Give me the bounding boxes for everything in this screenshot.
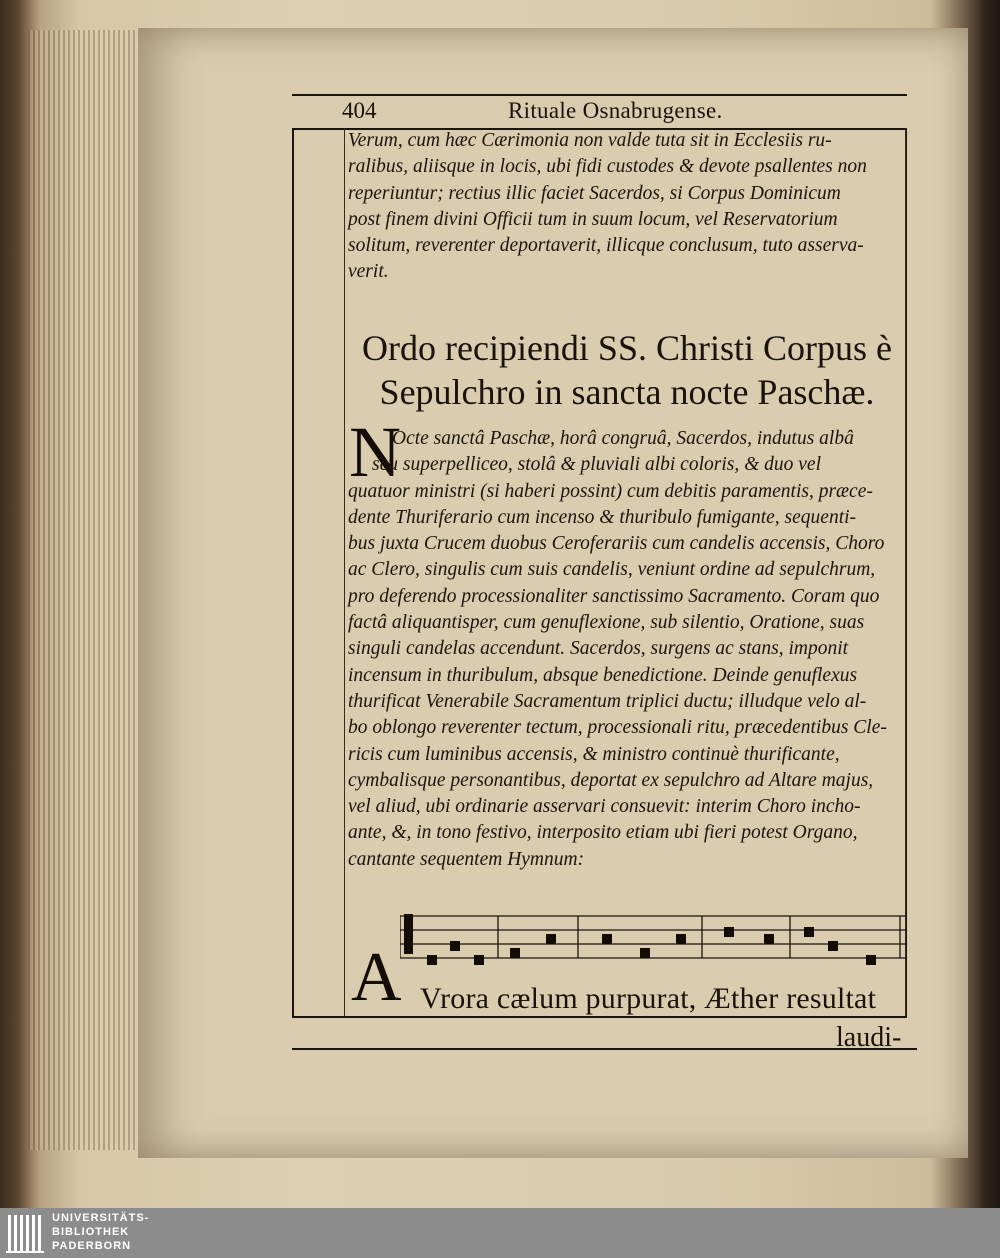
footer-bar <box>0 1208 1000 1258</box>
header-rule <box>292 94 907 96</box>
section-heading <box>348 326 906 414</box>
text-line: seu superpelliceo, stolâ & pluviali albi coloris, & duo vel <box>372 454 821 476</box>
text-line: ac Clero, singulis cum suis candelis, veniunt ordine ad sepulchrum, <box>348 559 876 581</box>
text-line: quatuor ministri (si haberi possint) cum debitis paramentis, præce- <box>348 480 873 502</box>
heading-line-2: Sepulchro in sancta nocte Paschæ. <box>379 372 875 412</box>
text-line: cantante sequentem Hymnum: <box>348 848 585 870</box>
running-title: Rituale Osnabrugense. <box>508 98 723 123</box>
text-line: factâ aliquantisper, cum genuflexione, sub silentio, Oratione, suas <box>348 612 865 634</box>
text-line: bus juxta Crucem duobus Ceroferariis cum candelis accensis, Choro <box>348 533 885 555</box>
library-name-line-3: PADERBORN <box>52 1240 132 1252</box>
text-line: reperiuntur; rectius illic faciet Sacerdos, si Corpus Dominicum <box>348 182 841 204</box>
text-line: incensum in thuribulum, absque benedictione. Deinde genuflexus <box>348 664 858 686</box>
text-line: ralibus, aliisque in locis, ubi fidi custodes & devote psallentes non <box>348 156 867 178</box>
drop-cap: N <box>349 412 401 492</box>
text-line: bo oblongo reverenter tectum, processionali ritu, præcedentibus Cle- <box>348 717 887 739</box>
library-name-line-2: BIBLIOTHEK <box>52 1226 130 1238</box>
hymn-text: Vrora cælum purpurat, Æther resultat <box>420 982 877 1015</box>
text-line: solitum, reverenter deportaverit, illicque conclusum, tuto asserva- <box>348 235 864 257</box>
text-line: verit. <box>348 261 389 283</box>
neumes <box>404 914 876 965</box>
text-line: ricis cum luminibus accensis, & ministro continuè thurificante, <box>348 743 840 765</box>
library-logo-icon <box>6 1211 46 1255</box>
page-number: 404 <box>342 98 377 123</box>
text-line: vel aliud, ubi ordinarie asservari consuevit: interim Choro incho- <box>348 796 861 818</box>
hymn-initial: A <box>351 939 402 1016</box>
text-line: cymbalisque personantibus, deportat ex sepulchro ad Altare majus, <box>348 769 874 791</box>
text-line: singuli candelas accendunt. Sacerdos, surgens ac stans, imponit <box>348 638 849 660</box>
catchword: laudi- <box>836 1022 902 1053</box>
text-line: ante, &, in tono festivo, interposito etiam ubi fieri potest Organo, <box>348 822 858 844</box>
bottom-rule <box>292 1048 917 1050</box>
text-line: thurificat Venerabile Sacramentum triplici ductu; illudque velo al- <box>348 690 867 712</box>
text-line: Octe sanctâ Paschæ, horâ congruâ, Sacerdos, indutus albâ <box>392 428 854 449</box>
page-edges <box>28 30 138 1150</box>
music-staff <box>400 910 906 972</box>
text-line: Verum, cum hæc Cærimonia non valde tuta sit in Ecclesiis ru- <box>348 130 832 151</box>
heading-line-1: Ordo recipiendi SS. Christi Corpus è <box>362 328 892 368</box>
body-paragraph <box>348 428 906 875</box>
intro-paragraph <box>348 130 906 288</box>
text-line: post finem divini Officii tum in suum locum, vel Reservatorium <box>348 208 838 230</box>
text-line: pro deferendo processionaliter sanctissimo Sacramento. Coram quo <box>348 585 880 607</box>
text-line: dente Thuriferario cum incenso & thuribulo fumigante, sequenti- <box>348 506 857 528</box>
library-name-line-1: UNIVERSITÄTS- <box>52 1212 150 1224</box>
